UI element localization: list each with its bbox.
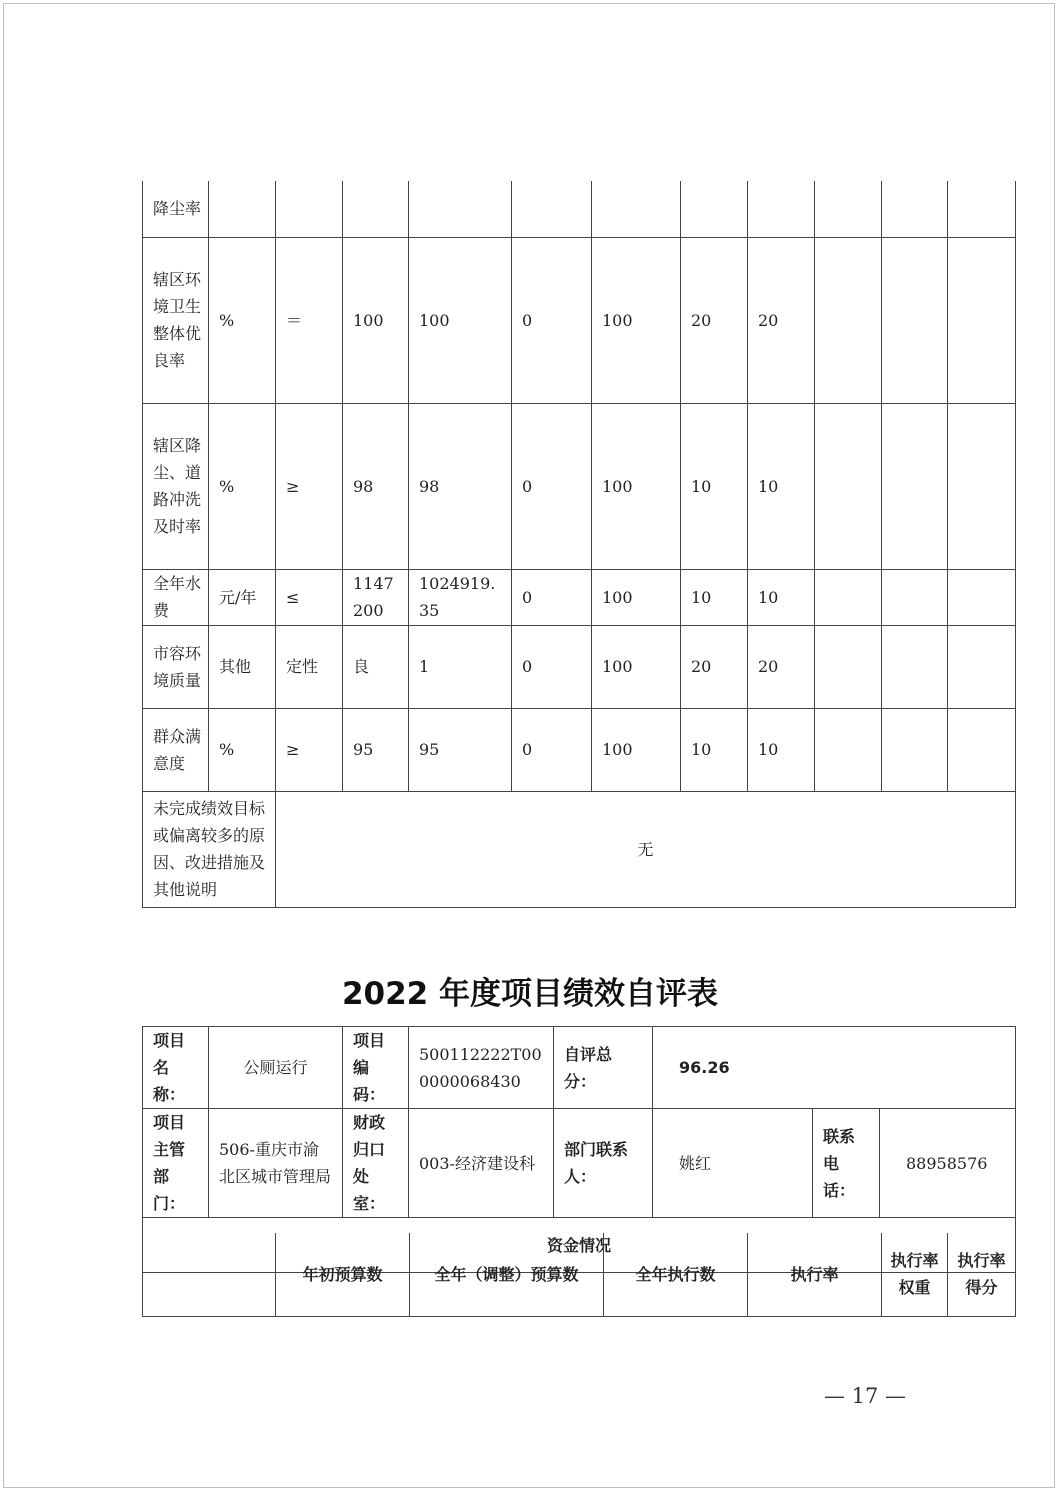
phone-label: 联系电话： bbox=[813, 1109, 880, 1218]
empty-cell bbox=[882, 569, 948, 625]
indicator-unit: 元/年 bbox=[209, 569, 276, 625]
empty-cell bbox=[815, 625, 882, 708]
empty-cell bbox=[815, 237, 882, 403]
indicator-operator: 定性 bbox=[276, 625, 343, 708]
dept-label: 项目主管部门： bbox=[143, 1109, 209, 1218]
funds-header-executed: 全年执行数 bbox=[604, 1233, 748, 1316]
indicator-unit: % bbox=[209, 708, 276, 791]
empty-cell bbox=[882, 237, 948, 403]
indicator-operator: ＝ bbox=[276, 237, 343, 403]
project-code-value: 500112222T000000068430 bbox=[409, 1027, 554, 1109]
contact-label: 部门联系人： bbox=[554, 1109, 653, 1218]
indicator-target: 95 bbox=[343, 708, 409, 791]
empty-cell bbox=[948, 181, 1016, 237]
indicator-score-rate bbox=[592, 181, 681, 237]
project-name-value: 公厕运行 bbox=[209, 1027, 343, 1109]
indicator-score-rate: 100 bbox=[592, 625, 681, 708]
indicator-operator: ≤ bbox=[276, 569, 343, 625]
empty-cell bbox=[882, 181, 948, 237]
empty-cell bbox=[882, 403, 948, 569]
indicator-weight: 20 bbox=[681, 237, 748, 403]
indicator-row bbox=[143, 708, 1016, 791]
indicator-deviation: 0 bbox=[512, 625, 592, 708]
project-name-label: 项目名称： bbox=[143, 1027, 209, 1109]
indicator-score-rate: 100 bbox=[592, 708, 681, 791]
project-row-2 bbox=[143, 1109, 1016, 1218]
project-row-1 bbox=[143, 1027, 1016, 1109]
contact-value: 姚红 bbox=[653, 1109, 813, 1218]
empty-cell bbox=[815, 569, 882, 625]
indicator-deviation: 0 bbox=[512, 403, 592, 569]
indicator-name: 降尘率 bbox=[143, 181, 209, 237]
indicator-row bbox=[143, 403, 1016, 569]
unfinished-value: 无 bbox=[276, 791, 1016, 907]
indicator-deviation: 0 bbox=[512, 569, 592, 625]
page-number: — 17 — bbox=[823, 1384, 907, 1408]
indicator-target: 良 bbox=[343, 625, 409, 708]
empty-cell bbox=[948, 403, 1016, 569]
indicator-operator: ≥ bbox=[276, 708, 343, 791]
indicator-score: 10 bbox=[748, 403, 815, 569]
funds-header-exec-weight: 执行率权重 bbox=[882, 1233, 948, 1316]
finance-office-value: 003-经济建设科 bbox=[409, 1109, 554, 1218]
phone-value: 88958576 bbox=[880, 1109, 1016, 1218]
unfinished-row bbox=[143, 791, 1016, 907]
indicator-row bbox=[143, 569, 1016, 625]
total-score-label: 自评总分： bbox=[554, 1027, 653, 1109]
form-title: 2022 年度项目绩效自评表 bbox=[341, 976, 719, 1012]
empty-cell bbox=[948, 237, 1016, 403]
indicator-table bbox=[142, 181, 1016, 908]
indicator-unit bbox=[209, 181, 276, 237]
indicator-weight: 20 bbox=[681, 625, 748, 708]
indicator-score bbox=[748, 181, 815, 237]
indicator-target bbox=[343, 181, 409, 237]
empty-cell bbox=[815, 181, 882, 237]
indicator-score-rate: 100 bbox=[592, 237, 681, 403]
indicator-actual: 98 bbox=[409, 403, 512, 569]
indicator-name: 市容环境质量 bbox=[143, 625, 209, 708]
indicator-weight: 10 bbox=[681, 569, 748, 625]
indicator-target: 1147200 bbox=[343, 569, 409, 625]
indicator-unit: % bbox=[209, 403, 276, 569]
funds-section-title: 资金情况 bbox=[143, 1218, 1016, 1273]
empty-cell bbox=[948, 569, 1016, 625]
indicator-score: 20 bbox=[748, 625, 815, 708]
indicator-actual: 100 bbox=[409, 237, 512, 403]
indicator-actual: 1 bbox=[409, 625, 512, 708]
indicator-score: 10 bbox=[748, 569, 815, 625]
indicator-deviation bbox=[512, 181, 592, 237]
indicator-row bbox=[143, 237, 1016, 403]
empty-cell bbox=[815, 708, 882, 791]
indicator-score-rate: 100 bbox=[592, 569, 681, 625]
indicator-name: 辖区环境卫生整体优良率 bbox=[143, 237, 209, 403]
indicator-score-rate: 100 bbox=[592, 403, 681, 569]
indicator-deviation: 0 bbox=[512, 708, 592, 791]
indicator-target: 98 bbox=[343, 403, 409, 569]
dept-value: 506-重庆市渝北区城市管理局 bbox=[209, 1109, 343, 1218]
total-score-value: 96.26 bbox=[653, 1027, 1016, 1109]
indicator-unit: % bbox=[209, 237, 276, 403]
project-code-label: 项目编码： bbox=[343, 1027, 409, 1109]
indicator-name: 辖区降尘、道路冲洗及时率 bbox=[143, 403, 209, 569]
indicator-weight: 10 bbox=[681, 708, 748, 791]
indicator-name: 全年水费 bbox=[143, 569, 209, 625]
empty-cell bbox=[882, 708, 948, 791]
indicator-name: 群众满意度 bbox=[143, 708, 209, 791]
indicator-operator bbox=[276, 181, 343, 237]
indicator-unit: 其他 bbox=[209, 625, 276, 708]
funds-header-initial-budget: 年初预算数 bbox=[276, 1233, 410, 1316]
indicator-actual: 95 bbox=[409, 708, 512, 791]
unfinished-label: 未完成绩效目标或偏离较多的原因、改进措施及其他说明 bbox=[143, 791, 276, 907]
indicator-weight bbox=[681, 181, 748, 237]
funds-header-blank bbox=[143, 1233, 276, 1316]
empty-cell bbox=[948, 625, 1016, 708]
indicator-target: 100 bbox=[343, 237, 409, 403]
indicator-score: 10 bbox=[748, 708, 815, 791]
indicator-deviation: 0 bbox=[512, 237, 592, 403]
funds-header-row bbox=[143, 1233, 1016, 1316]
empty-cell bbox=[815, 403, 882, 569]
indicator-operator: ≥ bbox=[276, 403, 343, 569]
indicator-score: 20 bbox=[748, 237, 815, 403]
indicator-row bbox=[143, 625, 1016, 708]
funds-header-table bbox=[142, 1233, 1016, 1317]
funds-header-adjusted-budget: 全年（调整）预算数 bbox=[410, 1233, 604, 1316]
finance-office-label: 财政归口处室： bbox=[343, 1109, 409, 1218]
indicator-row bbox=[143, 181, 1016, 237]
indicator-weight: 10 bbox=[681, 403, 748, 569]
empty-cell bbox=[948, 708, 1016, 791]
funds-header-exec-rate: 执行率 bbox=[748, 1233, 882, 1316]
indicator-actual: 1024919.35 bbox=[409, 569, 512, 625]
empty-cell bbox=[882, 625, 948, 708]
indicator-actual bbox=[409, 181, 512, 237]
funds-header-exec-score: 执行率得分 bbox=[948, 1233, 1016, 1316]
